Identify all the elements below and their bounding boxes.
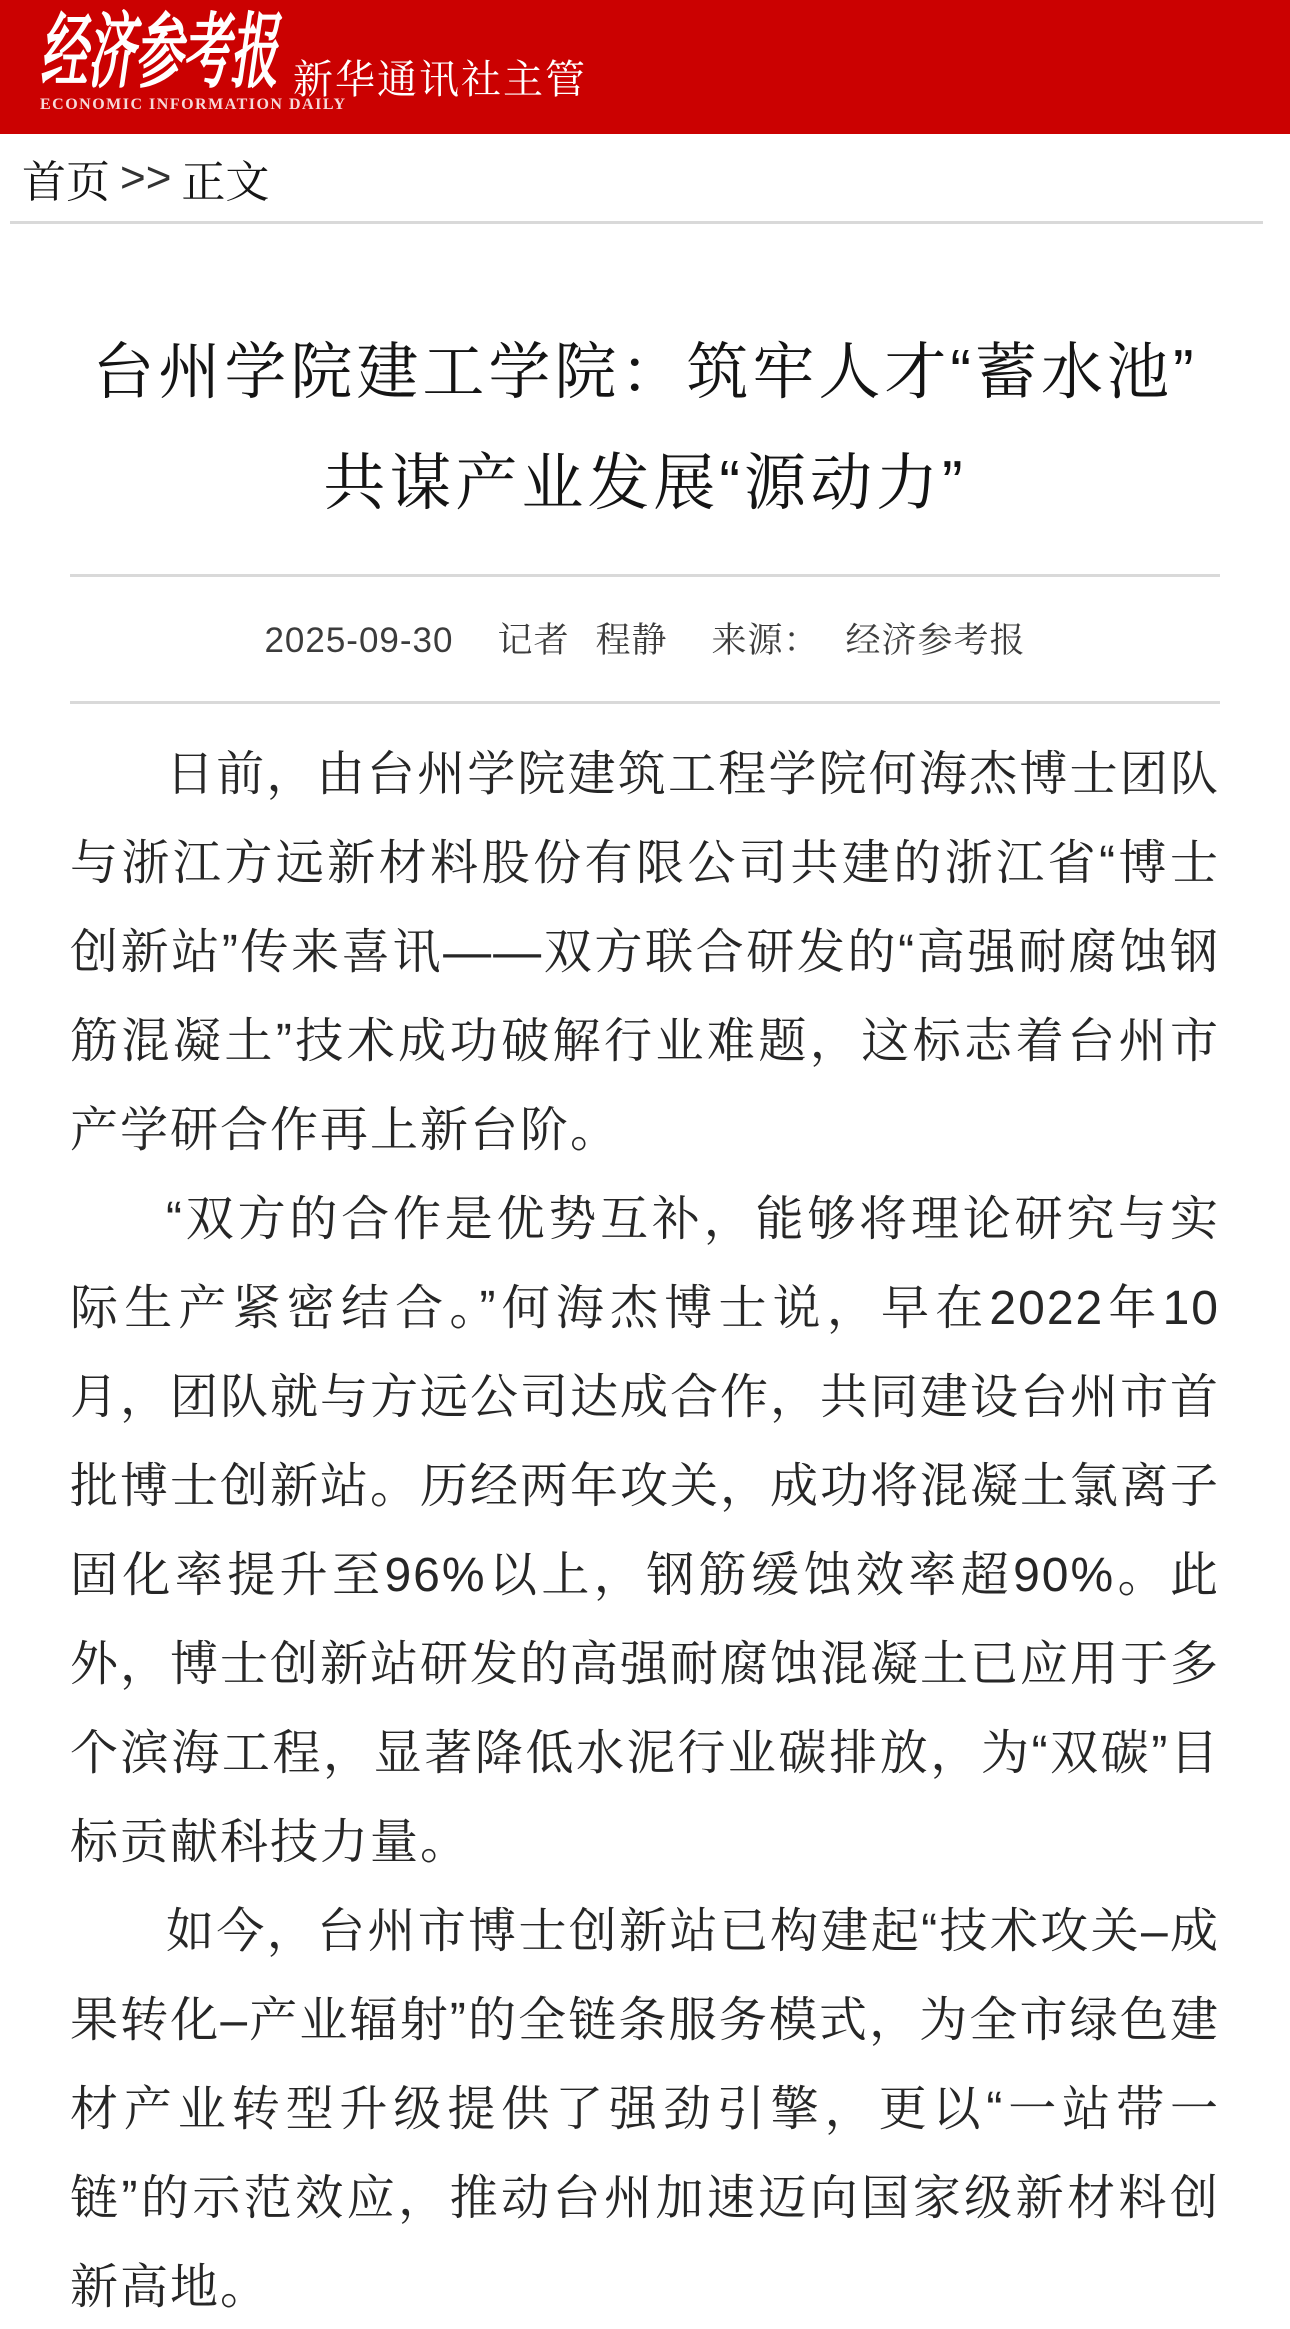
article-paragraph: 如今，台州市博士创新站已构建起“技术攻关–成果转化–产业辐射”的全链条服务模式，为全市绿色建材产业转型升级提供了强劲引擎，更以“一站带一链”的示范效应，推动台州加速迈向国家级新材料创新高地。 — [70, 1905, 1220, 2314]
breadcrumb-home-link[interactable]: 首页 — [22, 157, 110, 207]
newspaper-logo[interactable] — [40, 4, 347, 130]
supervisor-tagline: 新华通讯社主管 — [293, 58, 587, 102]
source-name: 经济参考报 — [845, 621, 1026, 660]
reporter-name: 程静 — [595, 621, 668, 660]
breadcrumb-separator: >> — [120, 152, 172, 202]
masthead-banner — [0, 0, 1290, 134]
source-group — [712, 613, 1026, 663]
reporter-label: 记者 — [497, 621, 570, 660]
logo-calligraphy-text: 经济参考报 — [40, 4, 278, 100]
source-label: 来源： — [711, 621, 820, 660]
logo-english-caption: ECONOMIC INFORMATION DAILY — [40, 96, 347, 113]
article-paragraph: “双方的合作是优势互补，能够将理论研究与实际生产紧密结合。”何海杰博士说，早在2022年10月，团队就与方远公司达成合作，共同建设台州市首批博士创新站。历经两年攻关，成功将混凝土氯离子固化率提升至96%以上，钢筋缓蚀效率超90%。此外，博士创新站研发的高强耐腐蚀混凝土已应用于多个滨海工程，显著降低水泥行业碳排放，为“双碳”目标贡献科技力量。 — [70, 1193, 1221, 1869]
article-title: 台州学院建工学院：筑牢人才“蓄水池” 共谋产业发展“源动力” — [92, 338, 1264, 518]
reporter-group — [497, 613, 667, 663]
breadcrumb — [10, 134, 1263, 224]
article-meta — [70, 577, 1220, 701]
publish-date: 2025-09-30 — [264, 621, 454, 660]
article-body — [70, 730, 1220, 2329]
breadcrumb-current: 正文 — [181, 157, 270, 207]
article-paragraph: 日前，由台州学院建筑工程学院何海杰博士团队与浙江方远新材料股份有限公司共建的浙江省“博士创新站”传来喜讯——双方联合研发的“高强耐腐蚀钢筋混凝土”技术成功破解行业难题，这标志着台州市产学研合作再上新台阶。 — [70, 748, 1220, 1157]
divider-below-meta — [70, 701, 1220, 704]
article-container — [70, 317, 1264, 2329]
